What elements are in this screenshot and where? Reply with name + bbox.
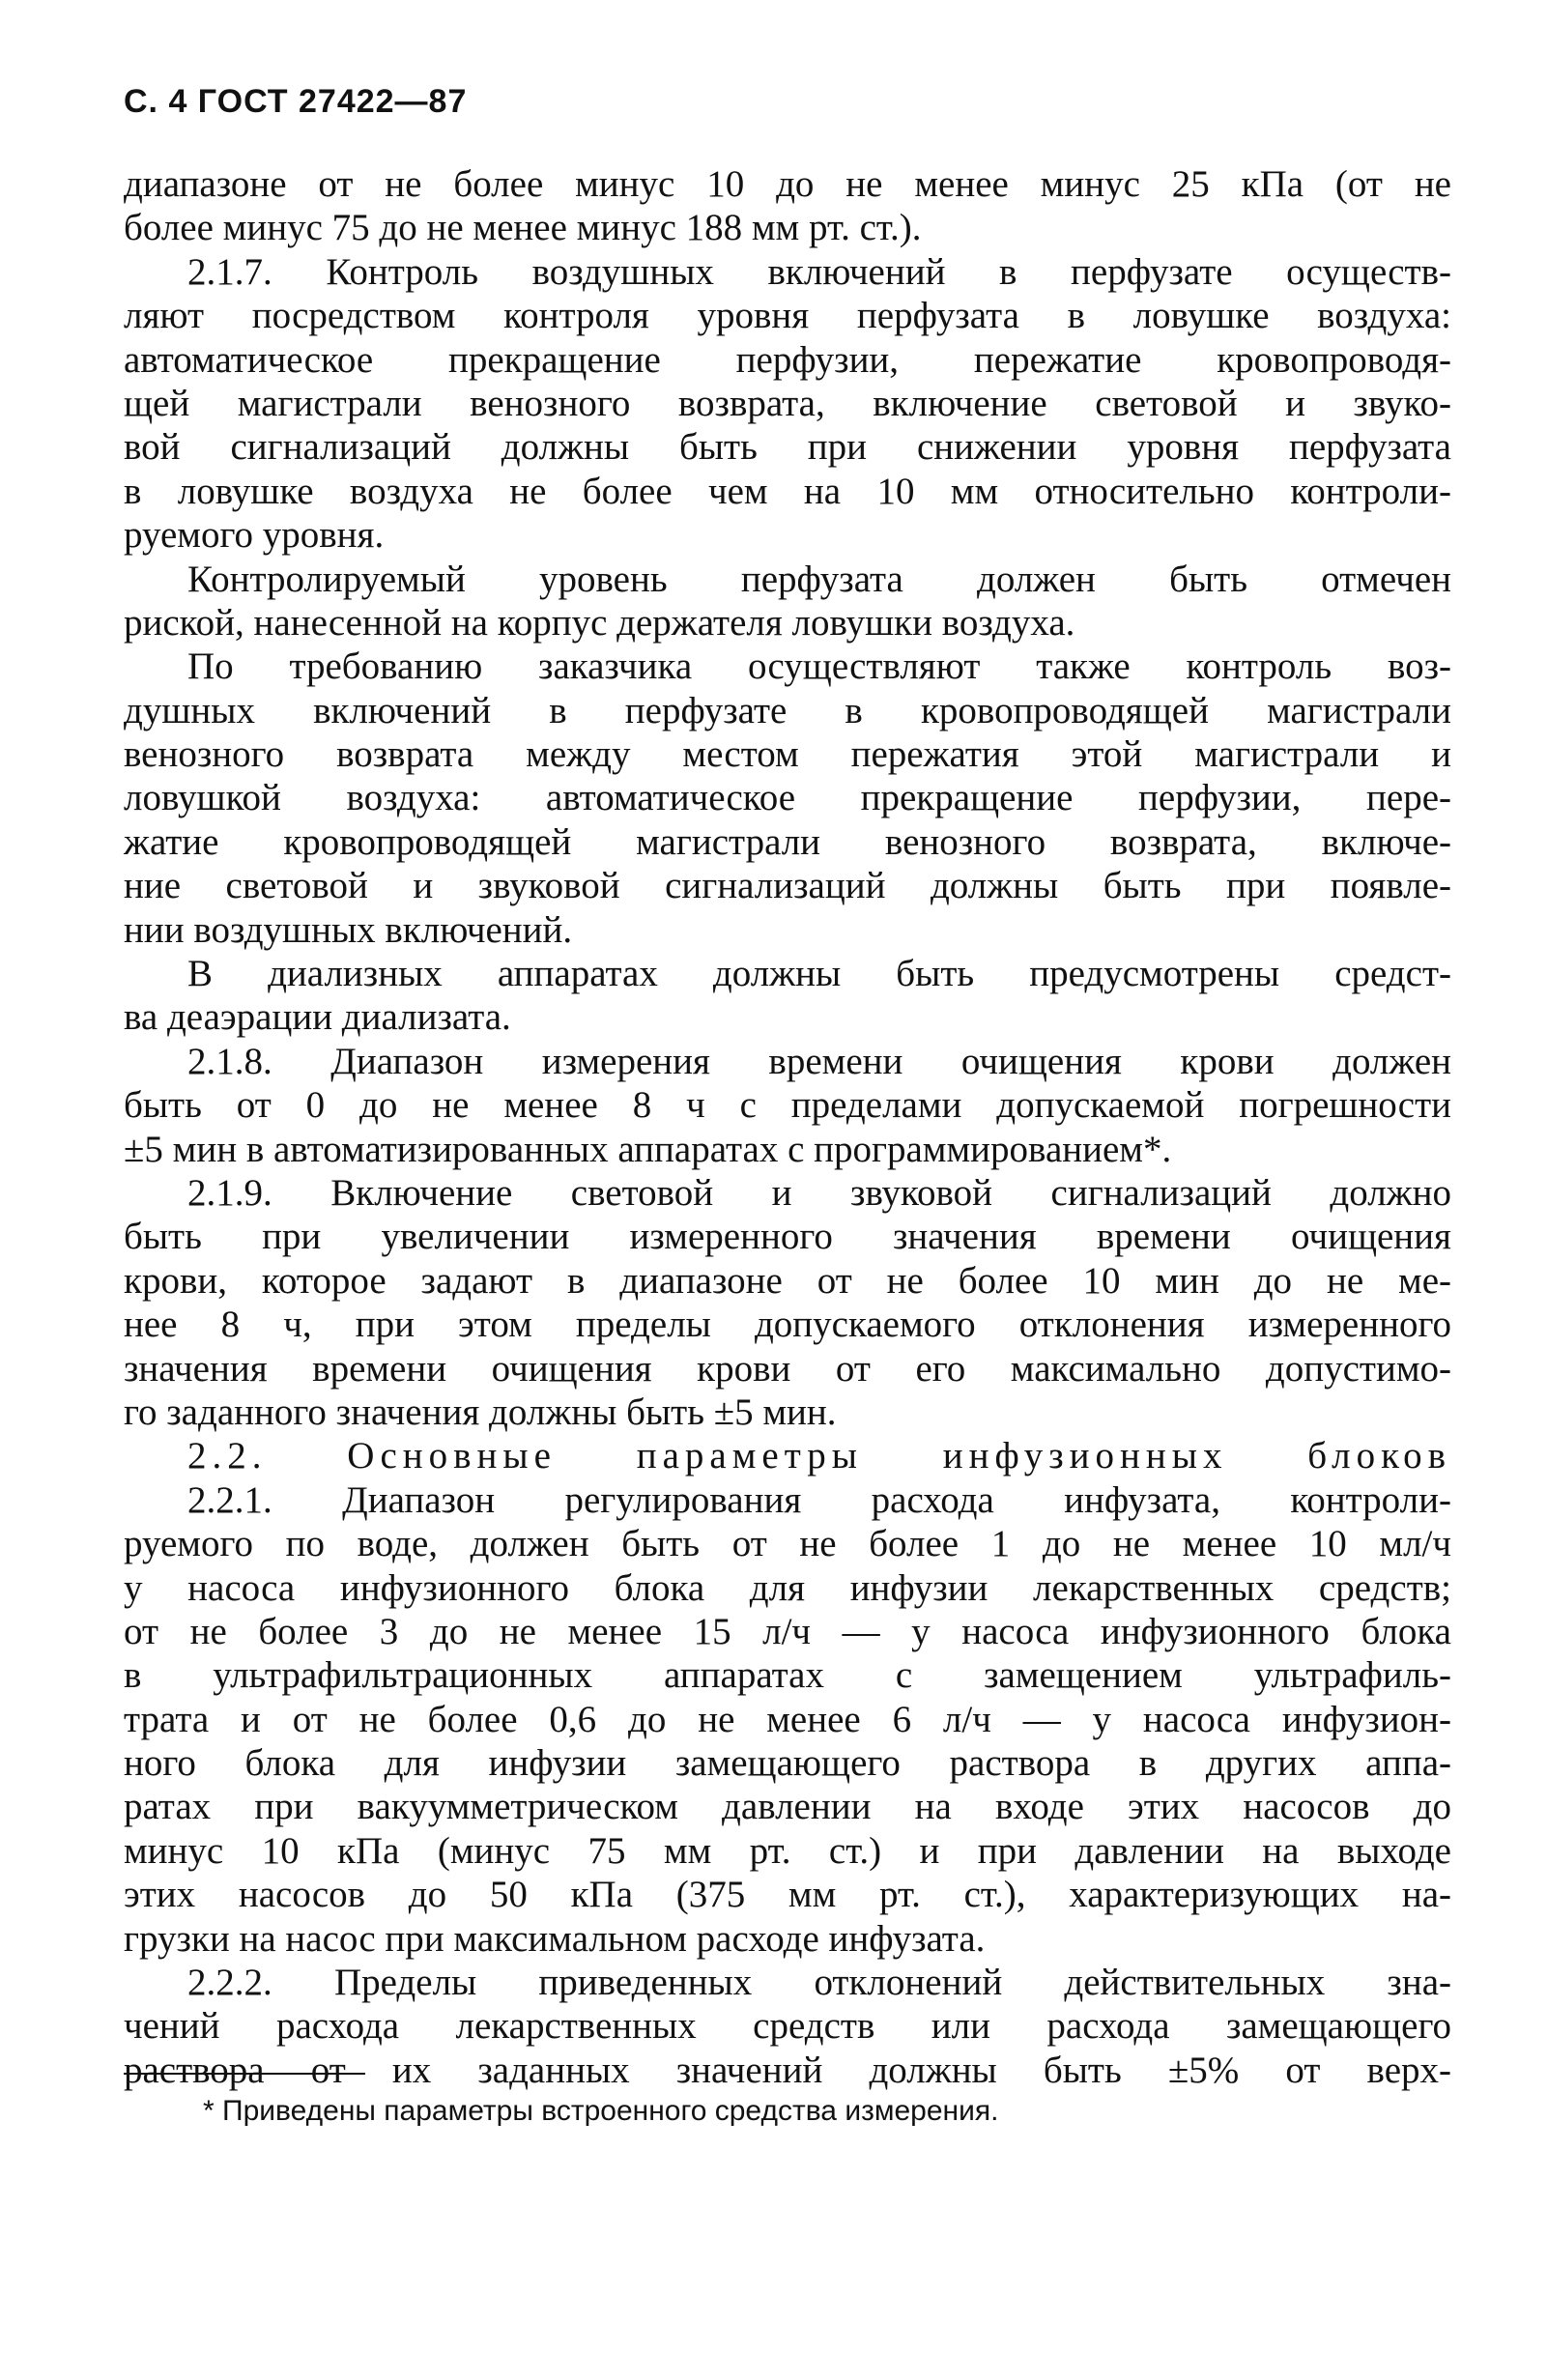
text-line: крови, которое задают в диапазоне от не более 10 мин до не ме-	[124, 1259, 1451, 1302]
text-line: раствора от их заданных значений должны быть ±5% от верх-	[124, 2049, 1451, 2091]
footnote-divider	[124, 2073, 365, 2075]
text-line: значения времени очищения крови от его максимально допустимо-	[124, 1347, 1451, 1390]
text-line: быть при увеличении измеренного значения времени очищения	[124, 1216, 1451, 1258]
text-line: диапазоне от не более минус 10 до не менее минус 25 кПа (от не	[124, 163, 1451, 205]
text-line: этих насосов до 50 кПа (375 мм рт. ст.), характеризующих на-	[124, 1874, 1451, 1916]
text-line: от не более 3 до не менее 15 л/ч — у насоса инфузионного блока	[124, 1610, 1451, 1652]
text-line: венозного возврата между местом пережатия этой магистрали и	[124, 733, 1451, 776]
text-line: нее 8 ч, при этом пределы допускаемого отклонения измеренного	[124, 1304, 1451, 1346]
text-line: жатие кровопроводящей магистрали венозного возврата, включе-	[124, 820, 1451, 863]
text-line: 2.2.2. Пределы приведенных отклонений действительных зна-	[187, 1962, 1451, 2004]
text-line: руемого уровня.	[124, 514, 385, 557]
text-line: в ловушке воздуха не более чем на 10 мм относительно контроли-	[124, 470, 1451, 512]
footnote: * Приведены параметры встроенного средства измерения.	[203, 2095, 999, 2127]
text-line: вой сигнализаций должны быть при снижении уровня перфузата	[124, 426, 1451, 469]
text-line: в ультрафильтрационных аппаратах с замещением ультрафиль-	[124, 1654, 1451, 1697]
text-line: ние световой и звуковой сигнализаций должны быть при появле-	[124, 865, 1451, 907]
text-line: го заданного значения должны быть ±5 мин.	[124, 1391, 837, 1433]
text-line: 2.1.8. Диапазон измерения времени очищения крови должен	[187, 1040, 1451, 1082]
page-header: С. 4 ГОСТ 27422—87	[124, 83, 468, 120]
text-line: чений расхода лекарственных средств или расхода замещающего	[124, 2005, 1451, 2048]
text-line: В диализных аппаратах должны быть предусмотрены средст-	[187, 953, 1451, 995]
text-line: ловушкой воздуха: автоматическое прекращение перфузии, пере-	[124, 777, 1451, 819]
text-line: грузки на насос при максимальном расходе инфузата.	[124, 1917, 986, 1960]
text-line: ного блока для инфузии замещающего раствора в других аппа-	[124, 1742, 1451, 1785]
text-line: ва деаэрации диализата.	[124, 996, 511, 1039]
text-line: По требованию заказчика осуществляют также контроль воз-	[187, 645, 1451, 688]
text-line: ляют посредством контроля уровня перфузата в ловушке воздуха:	[124, 295, 1451, 337]
text-line: 2.1.9. Включение световой и звуковой сигнализаций должно	[187, 1171, 1451, 1214]
text-line: руемого по воде, должен быть от не более 1 до не менее 10 мл/ч	[124, 1523, 1451, 1565]
text-line: 2.1.7. Контроль воздушных включений в перфузате осуществ-	[187, 250, 1451, 293]
text-line: у насоса инфузионного блока для инфузии лекарственных средств;	[124, 1566, 1451, 1609]
text-line: минус 10 кПа (минус 75 мм рт. ст.) и при давлении на выходе	[124, 1829, 1451, 1872]
text-line: трата и от не более 0,6 до не менее 6 л/ч — у насоса инфузион-	[124, 1698, 1451, 1740]
document-body	[124, 162, 1451, 2092]
text-line: душных включений в перфузате в кровопроводящей магистрали	[124, 689, 1451, 731]
text-line: быть от 0 до не менее 8 ч с пределами допускаемой погрешности	[124, 1084, 1451, 1127]
text-line: 2.2. Основные параметры инфузионных блоков	[187, 1435, 1451, 1477]
text-line: риской, нанесенной на корпус держателя ловушки воздуха.	[124, 601, 1075, 644]
text-line: нии воздушных включений.	[124, 908, 573, 951]
text-line: Контролируемый уровень перфузата должен быть отмечен	[187, 558, 1451, 600]
text-line: 2.2.1. Диапазон регулирования расхода инфузата, контроли-	[187, 1478, 1451, 1521]
text-line: щей магистрали венозного возврата, включение световой и звуко-	[124, 382, 1451, 424]
text-line: автоматическое прекращение перфузии, пережатие кровопроводя-	[124, 338, 1451, 381]
text-line: ±5 мин в автоматизированных аппаратах с программированием*.	[124, 1128, 1172, 1170]
text-line: ратах при вакуумметрическом давлении на входе этих насосов до	[124, 1786, 1451, 1828]
text-line: более минус 75 до не менее минус 188 мм рт. ст.).	[124, 207, 922, 249]
